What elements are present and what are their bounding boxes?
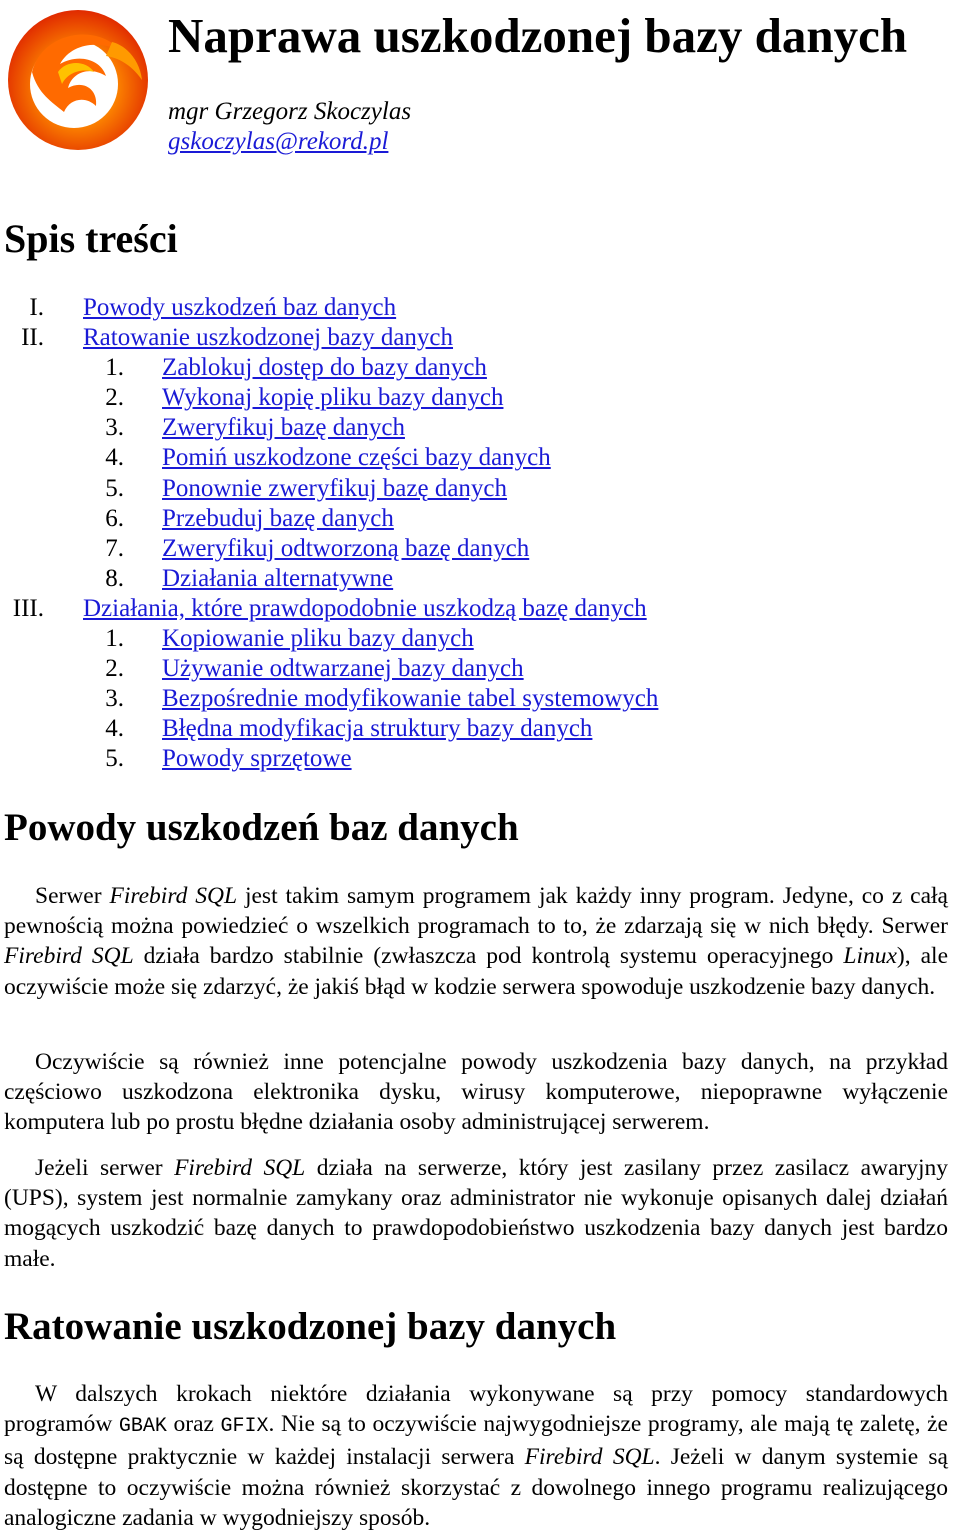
product-name: Firebird SQL: [4, 943, 134, 970]
toc-link[interactable]: Zablokuj dostęp do bazy danych: [162, 354, 487, 382]
toc-number: I.: [29, 294, 44, 321]
toc-item: [0, 744, 960, 774]
document-title: Naprawa uszkodzonej bazy danych: [168, 8, 908, 63]
toc-link[interactable]: Zweryfikuj odtworzoną bazę danych: [162, 534, 530, 562]
toc-link[interactable]: Pomiń uszkodzone części bazy danych: [162, 444, 551, 472]
toc-item: [0, 534, 960, 564]
program-name: GBAK: [118, 1415, 167, 1439]
document-header: [0, 0, 960, 200]
toc-link[interactable]: Działania alternatywne: [162, 564, 394, 592]
text-run: działa bardzo stabilnie (zwłaszcza pod kontrolą systemu operacyjnego: [133, 943, 844, 970]
toc-link[interactable]: Bezpośrednie modyfikowanie tabel systemowych: [162, 685, 659, 713]
author-email-link[interactable]: gskoczylas@rekord.pl: [168, 128, 389, 155]
toc-number: 4.: [105, 715, 124, 743]
os-name: Linux: [843, 943, 897, 970]
toc-number: 4.: [105, 444, 124, 472]
paragraph: [4, 1379, 948, 1533]
paragraph: Oczywiście są również inne potencjalne powody uszkodzenia bazy danych, na przykład częściowo uszkodzona elektronika dysku, wirusy komputerowe, niepoprawne wyłączenie komputera lub po prostu błędne działania osoby administrującej serwerem.: [4, 1049, 948, 1136]
toc-item: [0, 504, 960, 534]
toc-link[interactable]: Używanie odtwarzanej bazy danych: [162, 655, 524, 683]
toc-number: 3.: [105, 414, 124, 442]
section-heading-database-recovery: Ratowanie uszkodzonej bazy danych: [4, 1305, 617, 1348]
toc-item: [0, 383, 960, 413]
toc-number: III.: [12, 594, 44, 622]
toc-number: 1.: [105, 354, 124, 382]
toc-item: [0, 564, 960, 594]
toc-number: 5.: [105, 745, 124, 773]
toc-link[interactable]: Ponownie zweryfikuj bazę danych: [162, 474, 508, 502]
toc-item: [0, 594, 960, 624]
toc-link[interactable]: Przebuduj bazę danych: [162, 504, 394, 532]
text-run: oraz: [166, 1411, 221, 1438]
toc-link[interactable]: Błędna modyfikacja struktury bazy danych: [162, 715, 593, 743]
section-heading-damage-causes: Powody uszkodzeń baz danych: [4, 806, 519, 849]
paragraph: [4, 1153, 948, 1274]
toc-number: 2.: [105, 655, 124, 683]
toc-link[interactable]: Powody uszkodzeń baz danych: [83, 294, 397, 321]
toc-link[interactable]: Powody sprzętowe: [162, 745, 352, 773]
product-name: Firebird SQL: [109, 883, 238, 909]
toc-item: [0, 353, 960, 383]
text-run: działa na serwerze, który jest zasilany przez zasilacz awaryjny (UPS), system jest normalnie zamykany oraz administrator nie wykonuje opisanych dalej działań mogących uszkodzić bazę danych to prawdopodobieństwo uszkodzenia bazy danych jest bardzo małe.: [4, 1155, 949, 1272]
toc-number: 5.: [105, 474, 124, 502]
toc-number: 8.: [105, 564, 124, 592]
toc-item: [0, 323, 960, 353]
toc-link[interactable]: Działania, które prawdopodobnie uszkodzą bazę danych: [83, 594, 647, 622]
author-name: mgr Grzegorz Skoczylas: [168, 98, 412, 125]
toc-number: II.: [21, 324, 44, 352]
toc-item: [0, 654, 960, 684]
product-name: Firebird SQL: [524, 1444, 655, 1471]
toc-item: [0, 293, 960, 323]
toc-item: [0, 443, 960, 473]
toc-link[interactable]: Wykonaj kopię pliku bazy danych: [162, 384, 504, 412]
toc-item: [0, 474, 960, 504]
paragraph: [4, 881, 948, 1002]
product-name: Firebird SQL: [174, 1155, 306, 1181]
toc-link[interactable]: Zweryfikuj bazę danych: [162, 414, 405, 442]
toc-link[interactable]: Ratowanie uszkodzonej bazy danych: [83, 324, 454, 352]
toc-item: [0, 413, 960, 443]
toc-item: [0, 624, 960, 654]
text-run: . Nie są to oczywiście najwygodniejsze programy, ale mają tę zaletę, że są dostępne praktycznie w każdej instalacji serwera: [4, 1411, 948, 1471]
program-name: GFIX: [220, 1415, 269, 1439]
text-run: ), ale oczywiście może się zdarzyć, że jakiś błąd w kodzie serwera spowoduje uszkodzenie bazy danych.: [4, 943, 948, 1000]
toc-item: [0, 684, 960, 714]
text-run: . Jeżeli w danym systemie są dostępne to oczywiście można również skorzystać z dowolnego innego programu realizującego analogiczne zadania w wygodniejszy sposób.: [4, 1444, 948, 1531]
toc-item: [0, 714, 960, 744]
toc-link[interactable]: Kopiowanie pliku bazy danych: [162, 625, 474, 653]
text-run: W dalszych krokach niektóre działania wykonywane są przy pomocy standardowych programów: [4, 1381, 948, 1438]
table-of-contents: [0, 293, 960, 775]
toc-number: 1.: [105, 625, 124, 653]
toc-title: Spis treści: [4, 216, 178, 261]
toc-number: 7.: [105, 534, 124, 562]
toc-number: 6.: [105, 504, 124, 532]
toc-number: 3.: [105, 685, 124, 713]
text-run: jest takim samym programem jak każdy inny program. Jedyne, co z całą pewnością można powiedzieć o wszelkich programach to to, że zdarzają się w nich błędy. Serwer: [4, 883, 948, 940]
firebird-logo-icon: [2, 2, 154, 154]
text-run: Serwer: [35, 883, 110, 909]
toc-number: 2.: [105, 384, 124, 412]
text-run: Jeżeli serwer: [35, 1155, 175, 1181]
